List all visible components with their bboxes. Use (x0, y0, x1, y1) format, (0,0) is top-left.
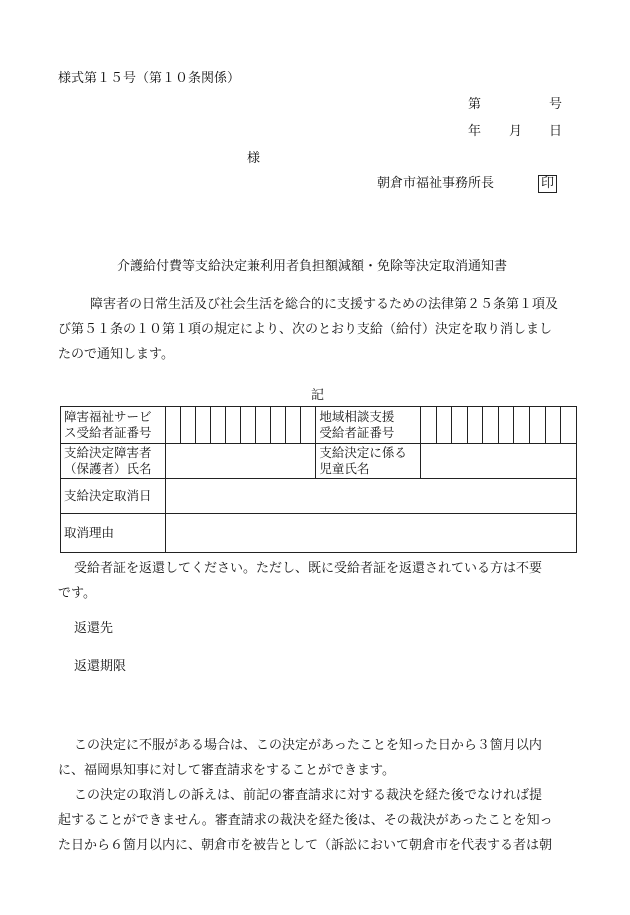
intro-line-3: たので通知します。 (58, 347, 174, 362)
service-cert-digit-cell[interactable] (165, 407, 180, 444)
service-cert-number-label: 障害福祉サービ ス受給者証番号 (61, 407, 166, 444)
addressee-honorific: 様 (247, 151, 261, 166)
community-cert-digit-cell[interactable] (514, 407, 530, 444)
child-name-label: 支給決定に係る 児童氏名 (316, 444, 421, 479)
community-cert-digit-cell[interactable] (452, 407, 468, 444)
service-cert-digit-cell[interactable] (240, 407, 255, 444)
service-cert-digit-cell[interactable] (301, 407, 316, 444)
community-cert-digit-cell[interactable] (420, 407, 436, 444)
community-cert-digit-cell[interactable] (498, 407, 514, 444)
service-cert-digit-cell[interactable] (195, 407, 210, 444)
service-cert-digit-cell[interactable] (225, 407, 240, 444)
doc-number-prefix: 第 (468, 97, 482, 112)
child-name-field[interactable] (420, 444, 576, 479)
date-year: 年 (468, 124, 482, 139)
ki-marker: 記 (311, 388, 325, 403)
appeal-paragraph-2 (58, 783, 578, 858)
service-cert-digit-cell[interactable] (210, 407, 225, 444)
appeal-paragraph-1 (58, 733, 578, 783)
service-cert-digit-cell[interactable] (286, 407, 301, 444)
date-day: 日 (549, 124, 563, 139)
return-to-label: 返還先 (74, 621, 114, 636)
appeal-p2-line-2: 起することができません。審査請求の裁決を経た後は、その裁決があったことを知っ (58, 813, 553, 828)
cancellation-reason-field[interactable] (165, 514, 576, 553)
table-row-names (61, 444, 577, 479)
cancellation-date-label: 支給決定取消日 (61, 479, 166, 514)
table-row-cancellation-date (61, 479, 577, 514)
intro-paragraph (58, 292, 578, 367)
guardian-name-field[interactable] (165, 444, 316, 479)
service-cert-digit-cell[interactable] (256, 407, 271, 444)
appeal-p2-line-1: この決定の取消しの訴えは、前記の審査請求に対する裁決を経た後でなければ提 (74, 788, 543, 803)
intro-line-2: び第５１条の１０第１項の規定により、次のとおり支給（給付）決定を取り消しまし (58, 322, 553, 337)
community-cert-digit-cell[interactable] (467, 407, 483, 444)
service-cert-digit-cell[interactable] (180, 407, 195, 444)
appeal-p1-line-1: この決定に不服がある場合は、この決定があったことを知った日から３箇月以内 (74, 738, 542, 753)
community-support-cert-number-label: 地域相談支援 受給者証番号 (316, 407, 421, 444)
cancellation-date-field[interactable] (165, 479, 576, 514)
return-notice-line-2: です。 (58, 586, 96, 601)
return-deadline-label: 返還期限 (74, 659, 127, 674)
issuer: 朝倉市福祉事務所長 (377, 176, 495, 191)
community-cert-digit-cell[interactable] (545, 407, 561, 444)
return-notice-line-1: 受給者証を返還してください。ただし、既に受給者証を返還されている方は不要 (74, 561, 543, 576)
table-row-certificate-numbers (61, 407, 577, 444)
appeal-p2-line-3: た日から６箇月以内に、朝倉市を被告として（訴訟において朝倉市を代表する者は朝 (58, 838, 553, 853)
intro-line-1: 障害者の日常生活及び社会生活を総合的に支援するための法律第２５条第１項及 (90, 297, 559, 312)
community-cert-digit-cell[interactable] (530, 407, 546, 444)
community-cert-digit-cell[interactable] (483, 407, 499, 444)
date-month: 月 (509, 124, 523, 139)
table-row-cancellation-reason (61, 514, 577, 553)
community-cert-digit-cell[interactable] (561, 407, 577, 444)
cancellation-reason-label: 取消理由 (61, 514, 166, 553)
service-cert-digit-cell[interactable] (271, 407, 286, 444)
community-cert-digit-cell[interactable] (436, 407, 452, 444)
seal-mark (538, 175, 557, 193)
seal-box: 印 (538, 175, 557, 193)
guardian-name-label: 支給決定障害者 （保護者）氏名 (61, 444, 166, 479)
appeal-p1-line-2: に、福岡県知事に対して審査請求をすることができます。 (58, 763, 395, 778)
form-table (60, 406, 577, 553)
doc-number-suffix: 号 (549, 97, 563, 112)
return-notice (58, 556, 578, 606)
document-title: 介護給付費等支給決定兼利用者負担額減額・免除等決定取消通知書 (117, 259, 508, 274)
form-number: 様式第１５号（第１０条関係） (58, 71, 241, 86)
